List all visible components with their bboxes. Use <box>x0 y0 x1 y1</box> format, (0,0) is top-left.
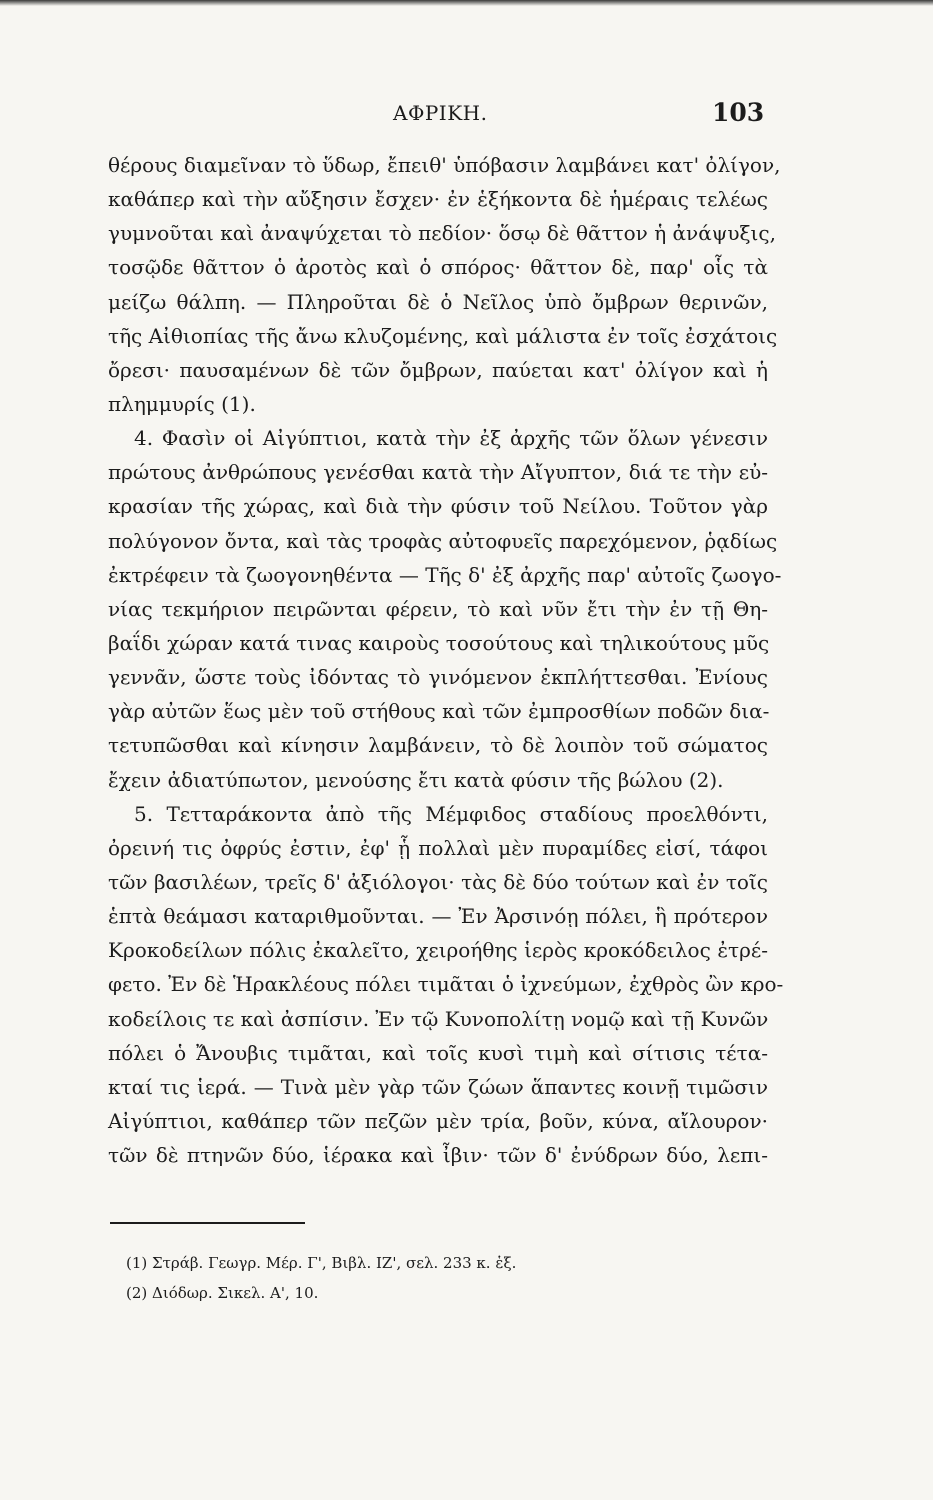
text-line: τετυπῶσθαι καὶ κίνησιν λαμβάνειν, τὸ δὲ λοιπὸν τοῦ σώματος <box>108 733 768 758</box>
text-line: τῶν βασιλέων, τρεῖς δ' ἀξιόλογοι· τὰς δὲ δύο τούτων καὶ ἐν τοῖς <box>108 869 768 894</box>
paragraph-4-start: 4. Φασὶν οἱ Αἰγύπτιοι, κατὰ τὴν ἐξ ἀρχῆς τῶν ὅλων γένεσιν <box>134 426 768 451</box>
running-head: ΑΦΡΙΚΗ. <box>393 101 488 125</box>
page-top-edge <box>0 0 933 6</box>
text-line: καθάπερ καὶ τὴν αὔξησιν ἔσχεν· ἐν ἑξήκοντα δὲ ἡμέραις τελέως <box>108 187 768 212</box>
footnotes <box>126 1248 516 1308</box>
text-line: νίας τεκμήριον πειρῶνται φέρειν, τὸ καὶ νῦν ἔτι τὴν ἐν τῇ Θη- <box>108 596 768 621</box>
text-line: Κροκοδείλων πόλις ἐκαλεῖτο, χειροήθης ἱερὸς κροκόδειλος ἐτρέ- <box>108 938 768 963</box>
text-line: πρώτους ἀνθρώπους γενέσθαι κατὰ τὴν Αἴγυπτον, διά τε τὴν εὐ- <box>108 460 768 485</box>
text-line: πλημμυρίς (1). <box>108 391 256 416</box>
text-line: ἔχειν ἀδιατύπωτον, μενούσης ἔτι κατὰ φύσιν τῆς βώλου (2). <box>108 767 724 792</box>
text-line: φετο. Ἐν δὲ Ἡρακλέους πόλει τιμᾶται ὁ ἰχνεύμων, ἐχθρὸς ὢν κρο- <box>108 972 784 997</box>
text-line: ὄρεσι· παυσαμένων δὲ τῶν ὄμβρων, παύεται κατ' ὀλίγον καὶ ἡ <box>108 357 768 382</box>
paragraph-5-start: 5. Τετταράκοντα ἀπὸ τῆς Μέμφιδος σταδίους προελθόντι, <box>134 801 768 826</box>
text-line: Αἰγύπτιοι, καθάπερ τῶν πεζῶν μὲν τρία, βοῦν, κύνα, αἴλουρον· <box>108 1108 768 1133</box>
body-text <box>108 148 784 1172</box>
text-line: γὰρ αὐτῶν ἕως μὲν τοῦ στήθους καὶ τῶν ἐμπροσθίων ποδῶν δια- <box>108 699 770 724</box>
page-number: 103 <box>712 98 765 127</box>
text-line: κταί τις ἱερά. — Τινὰ μὲν γὰρ τῶν ζώων ἅπαντες κοινῇ τιμῶσιν <box>108 1074 768 1099</box>
text-line: τῶν δὲ πτηνῶν δύο, ἱέρακα καὶ ἶβιν· τῶν δ' ἐνύδρων δύο, λεπι- <box>108 1143 768 1168</box>
text-line: κοδείλοις τε καὶ ἀσπίσιν. Ἐν τῷ Κυνοπολίτῃ νομῷ καὶ τῇ Κυνῶν <box>108 1006 769 1031</box>
text-line: ἐκτρέφειν τὰ ζωογονηθέντα — Τῆς δ' ἐξ ἀρχῆς παρ' αὐτοῖς ζωογο- <box>108 562 782 587</box>
text-line: πολύγονον ὄντα, καὶ τὰς τροφὰς αὐτοφυεῖς παρεχόμενον, ῥᾳδίως <box>108 528 778 553</box>
text-line: τῆς Αἰθιοπίας τῆς ἄνω κλυζομένης, καὶ μάλιστα ἐν τοῖς ἐσχάτοις <box>108 323 778 348</box>
text-line: πόλει ὁ Ἄνουβις τιμᾶται, καὶ τοῖς κυσὶ τιμὴ καὶ σίτισις τέτα- <box>108 1040 768 1065</box>
text-line: μείζω θάλπη. — Πληροῦται δὲ ὁ Νεῖλος ὑπὸ ὄμβρων θερινῶν, <box>108 289 768 314</box>
text-line: κρασίαν τῆς χώρας, καὶ διὰ τὴν φύσιν τοῦ Νείλου. Τοῦτον γὰρ <box>108 494 768 519</box>
text-line: γεννᾶν, ὥστε τοὺς ἰδόντας τὸ γινόμενον ἐκπλήττεσθαι. Ἐνίους <box>108 665 768 690</box>
footnote-rule <box>110 1222 305 1224</box>
footnote-2: (2) Διόδωρ. Σικελ. Α', 10. <box>126 1284 319 1302</box>
text-line: ὀρεινή τις ὀφρύς ἐστιν, ἐφ' ᾗ πολλαὶ μὲν πυραμίδες εἰσί, τάφοι <box>108 835 768 860</box>
text-line: ἑπτὰ θεάμασι καταριθμοῦνται. — Ἐν Ἀρσινόῃ πόλει, ἣ πρότερον <box>108 904 768 929</box>
text-line: γυμνοῦται καὶ ἀναψύχεται τὸ πεδίον· ὅσῳ δὲ θᾶττον ἡ ἀνάψυξις, <box>108 221 776 246</box>
text-line: θέρους διαμεῖναν τὸ ὕδωρ, ἔπειθ' ὑπόβασιν λαμβάνει κατ' ὀλίγον, <box>108 153 781 177</box>
footnote-1: (1) Στράβ. Γεωγρ. Μέρ. Γ', Βιβλ. ΙΖ', σελ. 233 κ. ἑξ. <box>126 1254 517 1272</box>
text-line: τοσῷδε θᾶττον ὁ ἀροτὸς καὶ ὁ σπόρος· θᾶττον δὲ, παρ' οἷς τὰ <box>108 255 768 280</box>
text-line: βαΐδι χώραν κατά τινας καιροὺς τοσούτους καὶ τηλικούτους μῦς <box>108 630 770 655</box>
